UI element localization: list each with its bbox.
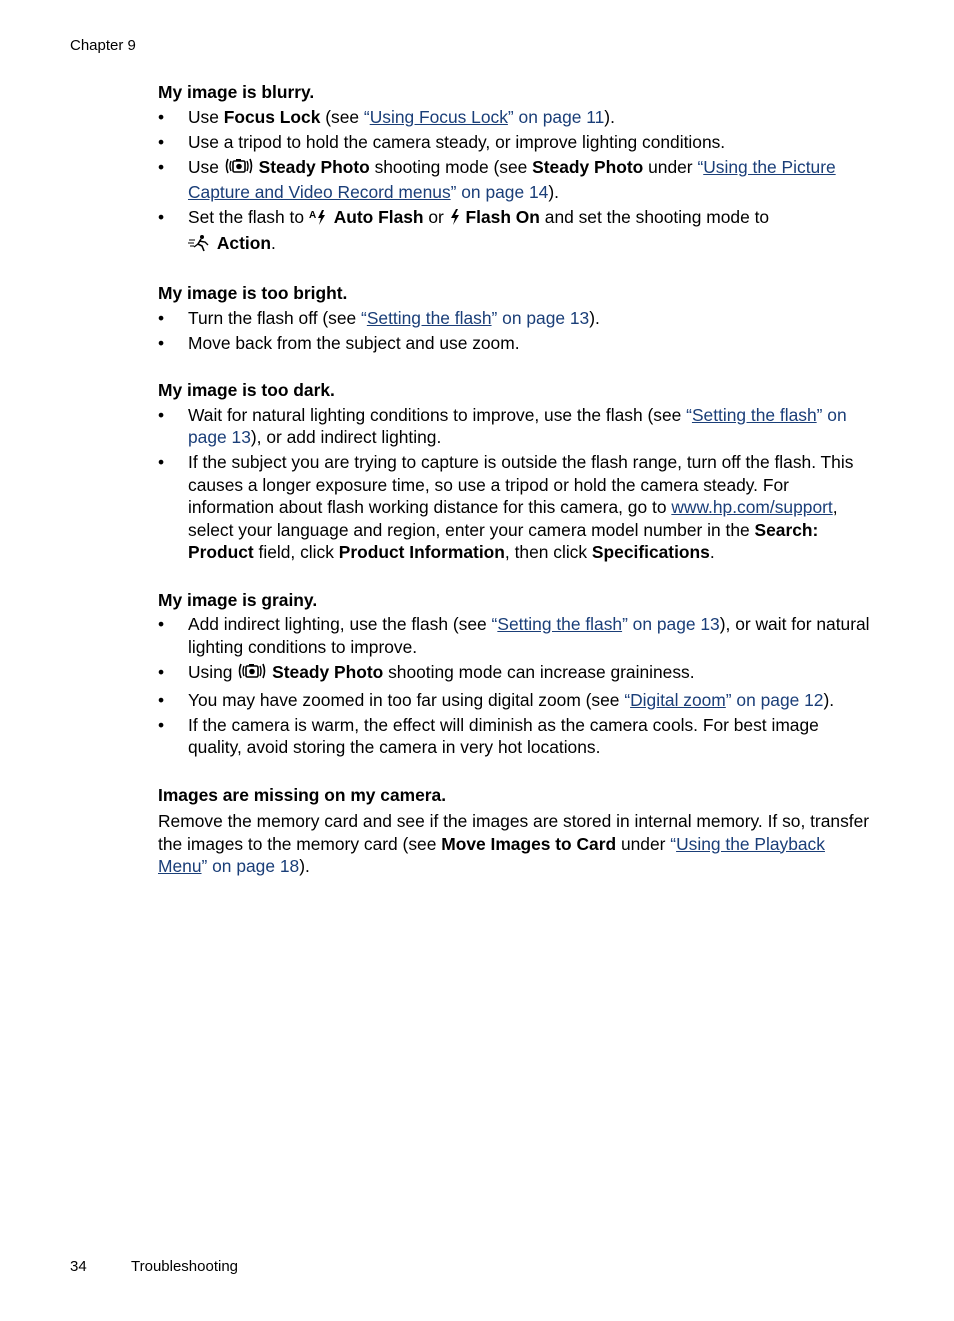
bullet: • (158, 614, 165, 634)
cross-reference-link[interactable]: “Using the Playback Menu” on page 18 (158, 833, 825, 876)
steady-photo-icon (237, 661, 267, 687)
section-too-dark (158, 379, 870, 564)
action-mode-icon (188, 234, 212, 258)
cross-reference-link[interactable]: “Setting the flash” on page 13 (361, 307, 590, 328)
bullet: • (158, 661, 165, 682)
section-blurry (158, 81, 870, 257)
section-title: Images are missing on my camera. (158, 784, 447, 805)
bullet: • (158, 131, 165, 152)
list-item: • Using Steady Photo shooting mode can increase graininess. (158, 661, 870, 687)
list-item: • If the camera is warm, the effect will diminish as the camera cools. For best image quality, avoid storing the camera in very hot locations. (158, 714, 819, 757)
list-item: • Use a tripod to hold the camera steady, or improve lighting conditions. (158, 131, 726, 152)
cross-reference-link[interactable]: “Using Focus Lock” on page 11 (363, 106, 605, 127)
flash-on-icon (449, 208, 461, 232)
section-title: My image is too dark. (158, 380, 335, 400)
list-item: • Turn the flash off (see “Setting the flash” on page 13). (158, 307, 600, 328)
bullet: • (158, 689, 165, 710)
bullet: • (158, 452, 165, 472)
cross-reference-link[interactable]: “Digital zoom” on page 12 (624, 689, 824, 710)
page-number: 34 (70, 1258, 87, 1275)
section-grainy (158, 589, 870, 759)
auto-flash-icon (309, 208, 329, 232)
running-footer (70, 1258, 238, 1275)
bullet: • (158, 106, 165, 127)
bullet-list (158, 106, 870, 258)
bullet: • (158, 156, 165, 177)
bullet: • (158, 332, 165, 353)
section-title: My image is grainy. (158, 589, 318, 610)
bullet: • (158, 307, 165, 328)
bullet: • (158, 207, 165, 227)
bullet-list (158, 404, 870, 564)
list-item: • You may have zoomed in too far using digital zoom (see “Digital zoom” on page 12). (158, 689, 835, 710)
bullet: • (158, 404, 165, 425)
bullet-list (158, 613, 870, 759)
svg-text:A: A (308, 210, 317, 221)
section-too-bright (158, 282, 870, 354)
cross-reference-link[interactable]: “Using the Picture Capture and Video Record menus” on page 14 (188, 156, 836, 202)
hp-support-link[interactable]: www.hp.com/support (671, 497, 833, 517)
list-item: • Move back from the subject and use zoom. (158, 332, 520, 353)
section-title: My image is blurry. (158, 82, 315, 102)
list-item: • Use Steady Photo shooting mode (see Steady Photo under “Using the Picture Capture and Video Record menus” on page 14). (158, 156, 836, 202)
section-title: My image is too bright. (158, 283, 348, 303)
list-item: • Set the flash to A Auto Flash or Flash On and set the shooting mode to Action. (158, 206, 870, 257)
bullet-list (158, 307, 870, 355)
bullet: • (158, 714, 165, 735)
cross-reference-link[interactable]: “Setting the flash” on page 13 (188, 404, 847, 447)
paragraph: Remove the memory card and see if the images are stored in internal memory. If so, transfer the images to the memory card (see Move Images to Card under “Using the Playback Menu” on page 18). (158, 811, 870, 876)
steady-photo-icon (224, 156, 254, 182)
page-content (158, 81, 870, 903)
list-item: • Wait for natural lighting conditions to improve, use the flash (see “Setting the flash” on page 13), or add indirect lighting. (158, 404, 847, 447)
list-item: • Add indirect lighting, use the flash (see “Setting the flash” on page 13), or wait for natural lighting conditions to improve. (158, 614, 870, 657)
section-images-missing (158, 784, 870, 878)
list-item: • If the subject you are trying to capture is outside the flash range, turn off the flash. This causes a longer exposure time, so use a tripod or hold the camera steady. For information about flash working distance for this camera, go to www.hp.com/support, select your language and region, enter your camera model number in the Search: Product field, click Product Information, then click Specifications. (158, 452, 854, 562)
list-item: • Use Focus Lock (see “Using Focus Lock” on page 11). (158, 106, 615, 127)
footer-section-name: Troubleshooting (131, 1258, 239, 1275)
cross-reference-link[interactable]: “Setting the flash” on page 13 (491, 614, 720, 634)
running-header: Chapter 9 (70, 37, 136, 54)
